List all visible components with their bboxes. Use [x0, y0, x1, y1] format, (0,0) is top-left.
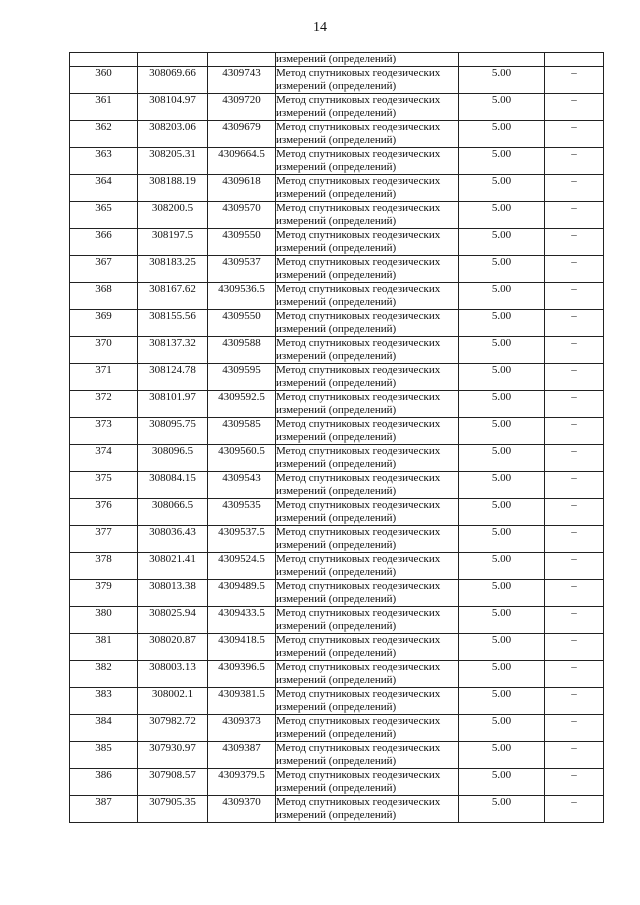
cell-method: [276, 796, 459, 823]
cell-method: [276, 688, 459, 715]
method-text-line2: измерений (определений): [276, 134, 397, 146]
cell-number: 385: [70, 742, 138, 769]
table-row: [70, 499, 604, 526]
cell-method: [276, 310, 459, 337]
cell-y: 4309743: [208, 67, 276, 94]
table-row: [70, 229, 604, 256]
method-text-line2: измерений (определений): [276, 755, 397, 767]
cell-method: [276, 715, 459, 742]
method-text-line2: измерений (определений): [276, 323, 397, 335]
cell-dash: –: [545, 256, 604, 283]
cell-dash: –: [545, 229, 604, 256]
cell-y: 4309536.5: [208, 283, 276, 310]
cell-x: 308069.66: [138, 67, 208, 94]
cell-dash: –: [545, 283, 604, 310]
cell-x: 308021.41: [138, 553, 208, 580]
method-text-line1: Метод спутниковых геодезических: [276, 256, 441, 268]
cell-number: 360: [70, 67, 138, 94]
method-text-line1: Метод спутниковых геодезических: [276, 742, 441, 754]
method-text-line2: измерений (определений): [276, 620, 397, 632]
method-text-line2: измерений (определений): [276, 377, 397, 389]
table-row: [70, 742, 604, 769]
cell-number: [70, 53, 138, 67]
cell-y: 4309387: [208, 742, 276, 769]
table-row: [70, 202, 604, 229]
method-text-line2: измерений (определений): [276, 458, 397, 470]
cell-dash: –: [545, 175, 604, 202]
cell-x: 308013.38: [138, 580, 208, 607]
cell-dash: –: [545, 364, 604, 391]
cell-method: [276, 418, 459, 445]
cell-accuracy: 5.00: [459, 472, 545, 499]
table-row: [70, 472, 604, 499]
cell-x: 308124.78: [138, 364, 208, 391]
cell-method: [276, 607, 459, 634]
method-text-line2: измерений (определений): [276, 485, 397, 497]
method-text-line2: измерений (определений): [276, 107, 397, 119]
cell-x: 307908.57: [138, 769, 208, 796]
cell-number: 382: [70, 661, 138, 688]
cell-y: 4309433.5: [208, 607, 276, 634]
cell-dash: –: [545, 391, 604, 418]
cell-y: 4309550: [208, 310, 276, 337]
cell-accuracy: 5.00: [459, 742, 545, 769]
cell-accuracy: 5.00: [459, 499, 545, 526]
cell-number: 367: [70, 256, 138, 283]
cell-method: [276, 499, 459, 526]
cell-dash: –: [545, 715, 604, 742]
cell-method: [276, 364, 459, 391]
cell-x: 308002.1: [138, 688, 208, 715]
cell-number: 371: [70, 364, 138, 391]
method-text-line1: Метод спутниковых геодезических: [276, 148, 441, 160]
cell-x: 308036.43: [138, 526, 208, 553]
table-row: [70, 418, 604, 445]
cell-method: [276, 121, 459, 148]
cell-dash: –: [545, 580, 604, 607]
cell-accuracy: [459, 53, 545, 67]
table-row: [70, 688, 604, 715]
cell-dash: –: [545, 769, 604, 796]
cell-number: 381: [70, 634, 138, 661]
cell-number: 364: [70, 175, 138, 202]
cell-y: 4309592.5: [208, 391, 276, 418]
cell-dash: –: [545, 67, 604, 94]
cell-x: 308137.32: [138, 337, 208, 364]
cell-dash: –: [545, 418, 604, 445]
method-text-line2: измерений (определений): [276, 80, 397, 92]
cell-y: 4309418.5: [208, 634, 276, 661]
method-text-line2: измерений (определений): [276, 215, 397, 227]
cell-x: 308188.19: [138, 175, 208, 202]
cell-y: 4309550: [208, 229, 276, 256]
method-text-line2: измерений (определений): [276, 269, 397, 281]
cell-method: [276, 526, 459, 553]
table-row-continued: [70, 53, 604, 67]
cell-x: 307930.97: [138, 742, 208, 769]
method-text-line1: Метод спутниковых геодезических: [276, 337, 441, 349]
cell-x: 308205.31: [138, 148, 208, 175]
cell-x: [138, 53, 208, 67]
cell-method: [276, 661, 459, 688]
cell-y: 4309570: [208, 202, 276, 229]
method-text-line1: Метод спутниковых геодезических: [276, 283, 441, 295]
cell-y: 4309543: [208, 472, 276, 499]
cell-accuracy: 5.00: [459, 688, 545, 715]
cell-accuracy: 5.00: [459, 310, 545, 337]
method-text-line2: измерений (определений): [276, 188, 397, 200]
table-row: [70, 634, 604, 661]
method-text: измерений (определений): [276, 53, 397, 65]
cell-y: 4309588: [208, 337, 276, 364]
cell-number: 362: [70, 121, 138, 148]
cell-y: 4309381.5: [208, 688, 276, 715]
table-row: [70, 796, 604, 823]
cell-dash: –: [545, 688, 604, 715]
cell-number: 378: [70, 553, 138, 580]
method-text-line2: измерений (определений): [276, 431, 397, 443]
method-text-line2: измерений (определений): [276, 296, 397, 308]
cell-accuracy: 5.00: [459, 769, 545, 796]
table-row: [70, 283, 604, 310]
cell-number: 369: [70, 310, 138, 337]
cell-number: 368: [70, 283, 138, 310]
method-text-line1: Метод спутниковых геодезических: [276, 796, 441, 808]
method-text-line1: Метод спутниковых геодезических: [276, 310, 441, 322]
cell-y: 4309373: [208, 715, 276, 742]
method-text-line1: Метод спутниковых геодезических: [276, 499, 441, 511]
method-text-line2: измерений (определений): [276, 350, 397, 362]
cell-dash: –: [545, 310, 604, 337]
method-text-line2: измерений (определений): [276, 512, 397, 524]
cell-method: [276, 53, 459, 67]
cell-dash: –: [545, 148, 604, 175]
cell-method: [276, 580, 459, 607]
cell-dash: –: [545, 661, 604, 688]
cell-x: 308104.97: [138, 94, 208, 121]
cell-method: [276, 634, 459, 661]
cell-dash: [545, 53, 604, 67]
cell-x: 308066.5: [138, 499, 208, 526]
cell-accuracy: 5.00: [459, 283, 545, 310]
method-text-line1: Метод спутниковых геодезических: [276, 688, 441, 700]
cell-accuracy: 5.00: [459, 148, 545, 175]
cell-y: 4309585: [208, 418, 276, 445]
table-row: [70, 310, 604, 337]
method-text-line1: Метод спутниковых геодезических: [276, 94, 441, 106]
cell-x: 308096.5: [138, 445, 208, 472]
cell-dash: –: [545, 499, 604, 526]
cell-y: 4309396.5: [208, 661, 276, 688]
cell-x: 308025.94: [138, 607, 208, 634]
method-text-line1: Метод спутниковых геодезических: [276, 580, 441, 592]
cell-y: 4309720: [208, 94, 276, 121]
method-text-line2: измерений (определений): [276, 566, 397, 578]
method-text-line2: измерений (определений): [276, 539, 397, 551]
method-text-line2: измерений (определений): [276, 701, 397, 713]
cell-dash: –: [545, 553, 604, 580]
method-text-line2: измерений (определений): [276, 809, 397, 821]
method-text-line1: Метод спутниковых геодезических: [276, 661, 441, 673]
cell-number: 375: [70, 472, 138, 499]
cell-method: [276, 175, 459, 202]
method-text-line1: Метод спутниковых геодезических: [276, 418, 441, 430]
cell-x: 308200.5: [138, 202, 208, 229]
cell-method: [276, 229, 459, 256]
cell-y: [208, 53, 276, 67]
cell-number: 361: [70, 94, 138, 121]
method-text-line2: измерений (определений): [276, 242, 397, 254]
cell-x: 308167.62: [138, 283, 208, 310]
cell-accuracy: 5.00: [459, 715, 545, 742]
cell-number: 372: [70, 391, 138, 418]
method-text-line1: Метод спутниковых геодезических: [276, 526, 441, 538]
cell-dash: –: [545, 634, 604, 661]
cell-accuracy: 5.00: [459, 661, 545, 688]
method-text-line1: Метод спутниковых геодезических: [276, 607, 441, 619]
table-row: [70, 769, 604, 796]
method-text-line1: Метод спутниковых геодезических: [276, 202, 441, 214]
table-row: [70, 553, 604, 580]
cell-x: 308203.06: [138, 121, 208, 148]
method-text-line1: Метод спутниковых геодезических: [276, 67, 441, 79]
method-text-line1: Метод спутниковых геодезических: [276, 445, 441, 457]
cell-dash: –: [545, 445, 604, 472]
cell-x: 308183.25: [138, 256, 208, 283]
table-row: [70, 94, 604, 121]
cell-dash: –: [545, 202, 604, 229]
cell-y: 4309595: [208, 364, 276, 391]
table-row: [70, 67, 604, 94]
method-text-line2: измерений (определений): [276, 593, 397, 605]
table-row: [70, 445, 604, 472]
method-text-line1: Метод спутниковых геодезических: [276, 634, 441, 646]
cell-x: 308020.87: [138, 634, 208, 661]
method-text-line1: Метод спутниковых геодезических: [276, 472, 441, 484]
cell-number: 379: [70, 580, 138, 607]
cell-accuracy: 5.00: [459, 121, 545, 148]
method-text-line1: Метод спутниковых геодезических: [276, 364, 441, 376]
cell-x: 308197.5: [138, 229, 208, 256]
cell-accuracy: 5.00: [459, 526, 545, 553]
cell-method: [276, 472, 459, 499]
cell-accuracy: 5.00: [459, 94, 545, 121]
cell-accuracy: 5.00: [459, 796, 545, 823]
cell-y: 4309524.5: [208, 553, 276, 580]
cell-y: 4309560.5: [208, 445, 276, 472]
table-row: [70, 526, 604, 553]
table-row: [70, 175, 604, 202]
cell-number: 370: [70, 337, 138, 364]
cell-dash: –: [545, 337, 604, 364]
table-row: [70, 148, 604, 175]
table-row: [70, 364, 604, 391]
table-row: [70, 337, 604, 364]
cell-method: [276, 769, 459, 796]
cell-method: [276, 445, 459, 472]
cell-accuracy: 5.00: [459, 580, 545, 607]
cell-y: 4309537: [208, 256, 276, 283]
cell-dash: –: [545, 121, 604, 148]
cell-accuracy: 5.00: [459, 175, 545, 202]
cell-dash: –: [545, 94, 604, 121]
cell-y: 4309664.5: [208, 148, 276, 175]
cell-method: [276, 742, 459, 769]
method-text-line2: измерений (определений): [276, 728, 397, 740]
cell-dash: –: [545, 796, 604, 823]
cell-y: 4309679: [208, 121, 276, 148]
method-text-line2: измерений (определений): [276, 647, 397, 659]
table-row: [70, 661, 604, 688]
cell-method: [276, 202, 459, 229]
cell-number: 377: [70, 526, 138, 553]
cell-number: 363: [70, 148, 138, 175]
cell-y: 4309379.5: [208, 769, 276, 796]
cell-number: 387: [70, 796, 138, 823]
cell-y: 4309535: [208, 499, 276, 526]
cell-accuracy: 5.00: [459, 67, 545, 94]
method-text-line1: Метод спутниковых геодезических: [276, 553, 441, 565]
cell-accuracy: 5.00: [459, 364, 545, 391]
cell-accuracy: 5.00: [459, 634, 545, 661]
coordinates-table: [69, 52, 604, 823]
cell-method: [276, 148, 459, 175]
cell-method: [276, 553, 459, 580]
method-text-line2: измерений (определений): [276, 161, 397, 173]
cell-y: 4309618: [208, 175, 276, 202]
table-row: [70, 580, 604, 607]
cell-method: [276, 283, 459, 310]
method-text-line2: измерений (определений): [276, 674, 397, 686]
cell-number: 384: [70, 715, 138, 742]
cell-method: [276, 256, 459, 283]
cell-accuracy: 5.00: [459, 229, 545, 256]
cell-x: 308155.56: [138, 310, 208, 337]
cell-number: 373: [70, 418, 138, 445]
cell-y: 4309537.5: [208, 526, 276, 553]
cell-number: 365: [70, 202, 138, 229]
cell-accuracy: 5.00: [459, 607, 545, 634]
cell-method: [276, 67, 459, 94]
cell-x: 308003.13: [138, 661, 208, 688]
cell-dash: –: [545, 526, 604, 553]
method-text-line1: Метод спутниковых геодезических: [276, 175, 441, 187]
cell-number: 380: [70, 607, 138, 634]
method-text-line2: измерений (определений): [276, 782, 397, 794]
cell-x: 307905.35: [138, 796, 208, 823]
cell-number: 374: [70, 445, 138, 472]
cell-accuracy: 5.00: [459, 202, 545, 229]
cell-accuracy: 5.00: [459, 391, 545, 418]
cell-accuracy: 5.00: [459, 256, 545, 283]
table-row: [70, 391, 604, 418]
cell-number: 386: [70, 769, 138, 796]
table-row: [70, 256, 604, 283]
cell-x: 308095.75: [138, 418, 208, 445]
table-row: [70, 121, 604, 148]
cell-method: [276, 337, 459, 364]
cell-y: 4309370: [208, 796, 276, 823]
cell-accuracy: 5.00: [459, 445, 545, 472]
cell-dash: –: [545, 607, 604, 634]
cell-dash: –: [545, 742, 604, 769]
cell-accuracy: 5.00: [459, 418, 545, 445]
cell-accuracy: 5.00: [459, 337, 545, 364]
cell-method: [276, 94, 459, 121]
cell-number: 376: [70, 499, 138, 526]
method-text-line1: Метод спутниковых геодезических: [276, 229, 441, 241]
method-text-line1: Метод спутниковых геодезических: [276, 121, 441, 133]
cell-number: 383: [70, 688, 138, 715]
cell-x: 308101.97: [138, 391, 208, 418]
cell-dash: –: [545, 472, 604, 499]
cell-number: 366: [70, 229, 138, 256]
method-text-line1: Метод спутниковых геодезических: [276, 715, 441, 727]
cell-method: [276, 391, 459, 418]
cell-y: 4309489.5: [208, 580, 276, 607]
table-row: [70, 607, 604, 634]
method-text-line1: Метод спутниковых геодезических: [276, 769, 441, 781]
cell-accuracy: 5.00: [459, 553, 545, 580]
cell-x: 308084.15: [138, 472, 208, 499]
page-number: 14: [313, 20, 327, 35]
method-text-line1: Метод спутниковых геодезических: [276, 391, 441, 403]
cell-x: 307982.72: [138, 715, 208, 742]
method-text-line2: измерений (определений): [276, 404, 397, 416]
table-row: [70, 715, 604, 742]
